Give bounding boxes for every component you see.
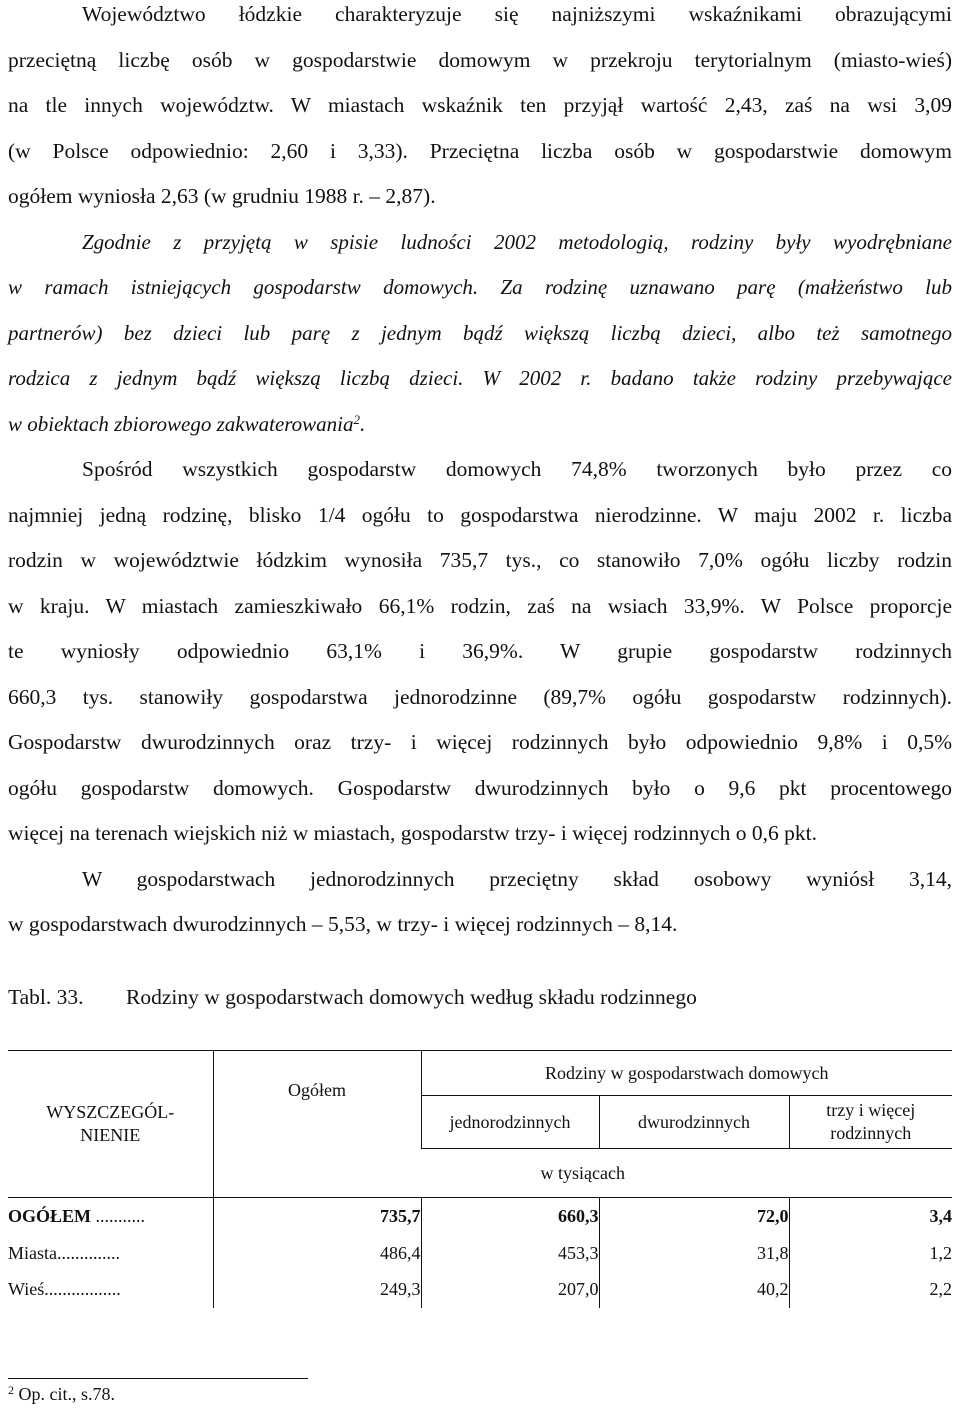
table-body — [8, 1198, 952, 1308]
cell-two-family: 72,0 — [599, 1198, 789, 1236]
cell-total: 249,3 — [213, 1272, 421, 1308]
text-line: rodzin w województwie łódzkim wynosiła 735,7 tys., co stanowiło 7,0% ogółu liczby rodzin — [8, 548, 952, 572]
cell-single-family: 207,0 — [421, 1272, 599, 1308]
header-three-plus-family: trzy i więcej rodzinnych — [789, 1096, 952, 1149]
cell-three-plus-family: 3,4 — [789, 1198, 952, 1236]
table-row — [8, 1236, 952, 1272]
text-line: ogółem wyniosła 2,63 (w grudniu 1988 r. – 2,87). — [8, 184, 436, 208]
table-title: Rodziny w gospodarstwach domowych według składu rodzinnego — [126, 985, 697, 1009]
row-leader-dots: ........... — [91, 1206, 146, 1227]
cell-total: 486,4 — [213, 1236, 421, 1272]
footnote — [8, 1384, 115, 1405]
text-line: Gospodarstw dwurodzinnych oraz trzy- i więcej rodzinnych było odpowiednio 9,8% i 0,5% — [8, 730, 952, 754]
text-line: partnerów) bez dzieci lub parę z jednym bądź większą liczbą dzieci, albo też samotnego — [8, 320, 952, 345]
text-line: w kraju. W miastach zamieszkiwało 66,1% rodzin, zaś na wsiach 33,9%. W Polsce proporcje — [8, 593, 952, 618]
row-label-text: OGÓŁEM — [8, 1206, 92, 1227]
header-unit: w tysiącach — [213, 1149, 952, 1198]
text-line: w gospodarstwach dwurodzinnych – 5,53, w trzy- i więcej rodzinnych – 8,14. — [8, 912, 678, 936]
footnote-reference: 2 — [353, 411, 361, 427]
cell-single-family: 453,3 — [421, 1236, 599, 1272]
row-label — [8, 1198, 213, 1236]
text-line: 660,3 tys. stanowiły gospodarstwa jednorodzinne (89,7% ogółu gospodarstw rodzinnych). — [8, 684, 952, 709]
row-leader-dots: ................. — [44, 1279, 121, 1299]
header-total: Ogółem — [213, 1051, 421, 1149]
table-caption — [8, 985, 697, 1010]
cell-three-plus-family: 2,2 — [789, 1272, 952, 1308]
cell-two-family: 40,2 — [599, 1272, 789, 1308]
row-label — [8, 1236, 213, 1272]
text-line: w ramach istniejących gospodarstw domowych. Za rodzinę uznawano parę (małżeństwo lub — [8, 275, 952, 299]
body-text — [8, 0, 952, 948]
text-line: najmniej jedną rodzinę, blisko 1/4 ogółu to gospodarstwa nierodzinne. W maju 2002 r. liczba — [8, 502, 952, 527]
sentence-end: . — [360, 411, 366, 436]
paragraph-1 — [8, 0, 952, 220]
table-row — [8, 1272, 952, 1308]
header-specification: WYSZCZEGÓL- NIENIE — [8, 1051, 213, 1198]
text-line: w obiektach zbiorowego zakwaterowania — [8, 411, 354, 436]
footnote-separator — [8, 1378, 308, 1379]
text-line: rodzica z jednym bądź większą liczbą dzieci. W 2002 r. badano także rodziny przebywające — [8, 366, 952, 390]
text-line: przeciętną liczbę osób w gospodarstwie domowym w przekroju terytorialnym (miasto-wieś) — [8, 47, 952, 72]
cell-three-plus-family: 1,2 — [789, 1236, 952, 1272]
text-line: W gospodarstwach jednorodzinnych przeciętny skład osobowy wyniósł 3,14, — [82, 866, 952, 891]
text-line: na tle innych województw. W miastach wskaźnik ten przyjął wartość 2,43, zaś na wsi 3,09 — [8, 93, 952, 117]
text-line: Spośród wszystkich gospodarstw domowych 74,8% tworzonych było przez co — [82, 457, 952, 481]
header-single-family: jednorodzinnych — [421, 1096, 599, 1149]
text-line: Województwo łódzkie charakteryzuje się najniższymi wskaźnikami obrazującymi — [82, 2, 952, 26]
row-label-text: Wieś — [8, 1279, 45, 1299]
cell-two-family: 31,8 — [599, 1236, 789, 1272]
table-number: Tabl. 33. — [8, 985, 84, 1009]
footnote-number: 2 — [8, 1383, 14, 1397]
row-leader-dots: .............. — [57, 1243, 120, 1263]
row-label-text: Miasta — [8, 1243, 57, 1263]
paragraph-4 — [8, 857, 952, 948]
families-table — [8, 1050, 952, 1308]
text-line: Zgodnie z przyjętą w spisie ludności 2002 metodologią, rodziny były wyodrębniane — [82, 229, 952, 254]
paragraph-2-methodology — [8, 220, 952, 448]
table-row — [8, 1198, 952, 1236]
cell-single-family: 660,3 — [421, 1198, 599, 1236]
cell-total: 735,7 — [213, 1198, 421, 1236]
text-line: (w Polsce odpowiednio: 2,60 i 3,33). Przeciętna liczba osób w gospodarstwie domowym — [8, 138, 952, 163]
header-two-family: dwurodzinnych — [599, 1096, 789, 1149]
paragraph-3 — [8, 447, 952, 857]
footnote-text: Op. cit., s.78. — [14, 1384, 115, 1404]
text-line: więcej na terenach wiejskich niż w miastach, gospodarstw trzy- i więcej rodzinnych o 0,6 pkt. — [8, 821, 817, 845]
text-line: te wyniosły odpowiednio 63,1% i 36,9%. W grupie gospodarstw rodzinnych — [8, 639, 952, 663]
row-label — [8, 1272, 213, 1308]
header-group-families: Rodziny w gospodarstwach domowych — [421, 1051, 952, 1096]
text-line-with-footnote — [8, 402, 952, 448]
text-line: ogółu gospodarstw domowych. Gospodarstw dwurodzinnych było o 9,6 pkt procentowego — [8, 775, 952, 800]
